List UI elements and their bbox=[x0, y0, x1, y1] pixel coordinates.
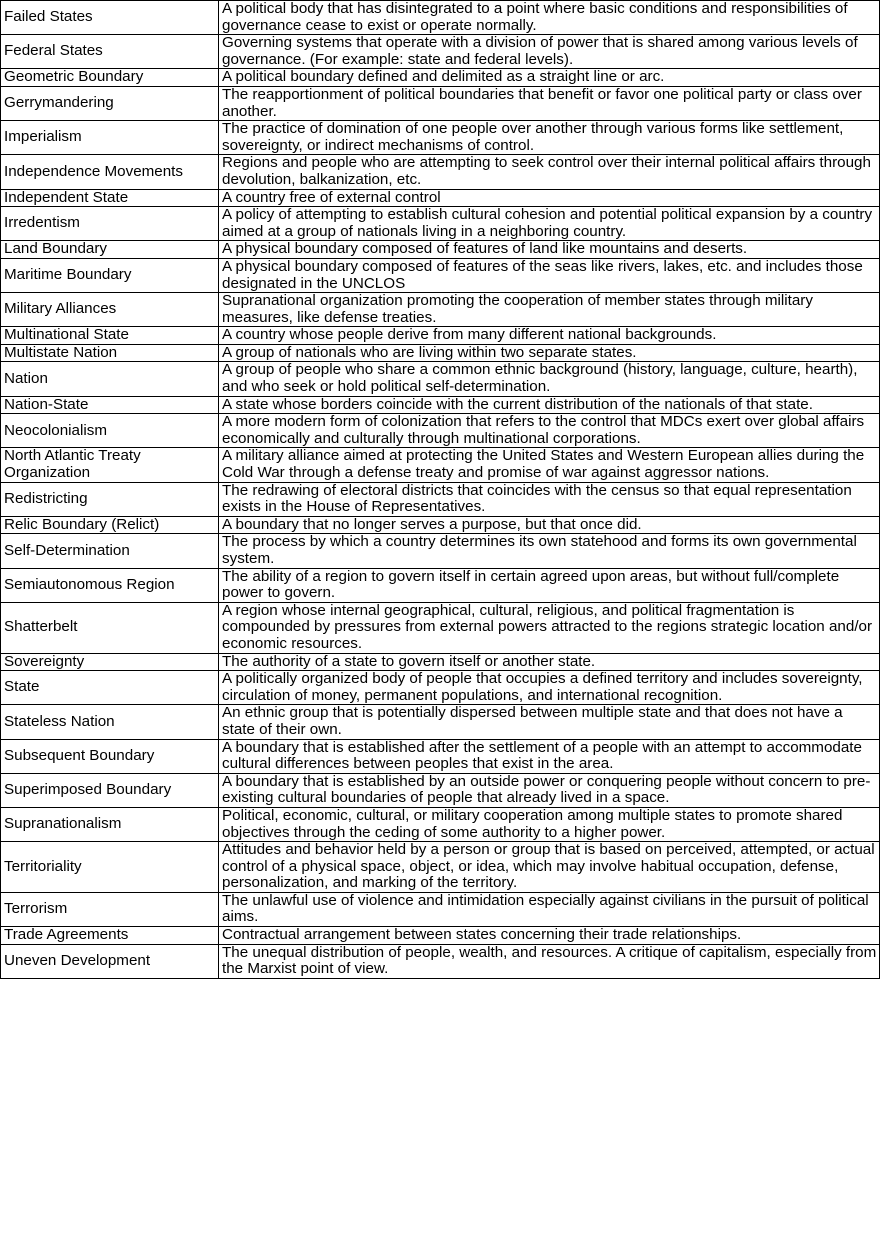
table-row bbox=[1, 327, 880, 345]
term-cell: Nation-State bbox=[1, 396, 219, 414]
definition-cell: A political body that has disintegrated to a point where basic conditions and responsibilities of governance cease to exist or operate normally. bbox=[219, 1, 880, 35]
definition-cell: A physical boundary composed of features of land like mountains and deserts. bbox=[219, 241, 880, 259]
definition-cell: The unlawful use of violence and intimidation especially against civilians in the pursuit of political aims. bbox=[219, 892, 880, 926]
definition-cell: Political, economic, cultural, or military cooperation among multiple states to promote shared objectives through the ceding of some authority to a higher power. bbox=[219, 807, 880, 841]
definition-cell: A boundary that no longer serves a purpose, but that once did. bbox=[219, 516, 880, 534]
term-cell: Geometric Boundary bbox=[1, 69, 219, 87]
table-row bbox=[1, 944, 880, 978]
glossary-body bbox=[1, 1, 880, 979]
definition-cell: A military alliance aimed at protecting the United States and Western European allies during the Cold War through a defense treaty and promise of war against aggressor nations. bbox=[219, 448, 880, 482]
term-cell: Redistricting bbox=[1, 482, 219, 516]
term-cell: Sovereignty bbox=[1, 653, 219, 671]
table-row bbox=[1, 35, 880, 69]
term-cell: Uneven Development bbox=[1, 944, 219, 978]
table-row bbox=[1, 807, 880, 841]
table-row bbox=[1, 653, 880, 671]
table-row bbox=[1, 414, 880, 448]
term-cell: Imperialism bbox=[1, 121, 219, 155]
table-row bbox=[1, 705, 880, 739]
table-row bbox=[1, 241, 880, 259]
table-row bbox=[1, 927, 880, 945]
table-row bbox=[1, 155, 880, 189]
table-row bbox=[1, 396, 880, 414]
table-row bbox=[1, 739, 880, 773]
definition-cell: A more modern form of colonization that refers to the control that MDCs exert over global affairs economically and culturally through multinational corporations. bbox=[219, 414, 880, 448]
definition-cell: The authority of a state to govern itself or another state. bbox=[219, 653, 880, 671]
definition-cell: Attitudes and behavior held by a person or group that is based on perceived, attempted, or actual control of a physical space, object, or idea, which may involve habitual occupation, defense, personalization, and marking of the territory. bbox=[219, 842, 880, 893]
term-cell: Shatterbelt bbox=[1, 602, 219, 653]
term-cell: Multinational State bbox=[1, 327, 219, 345]
term-cell: Gerrymandering bbox=[1, 86, 219, 120]
definition-cell: The redrawing of electoral districts that coincides with the census so that equal representation exists in the House of Representatives. bbox=[219, 482, 880, 516]
term-cell: North Atlantic Treaty Organization bbox=[1, 448, 219, 482]
definition-cell: A boundary that is established by an outside power or conquering people without concern to pre-existing cultural boundaries of people that already lived in a space. bbox=[219, 773, 880, 807]
definition-cell: An ethnic group that is potentially dispersed between multiple state and that does not have a state of their own. bbox=[219, 705, 880, 739]
term-cell: Subsequent Boundary bbox=[1, 739, 219, 773]
table-row bbox=[1, 207, 880, 241]
term-cell: Self-Determination bbox=[1, 534, 219, 568]
term-cell: Trade Agreements bbox=[1, 927, 219, 945]
definition-cell: A country whose people derive from many different national backgrounds. bbox=[219, 327, 880, 345]
table-row bbox=[1, 1, 880, 35]
term-cell: Land Boundary bbox=[1, 241, 219, 259]
definition-cell: A region whose internal geographical, cultural, religious, and political fragmentation is compounded by pressures from external powers attracted to the regions strategic location and/or economic resources. bbox=[219, 602, 880, 653]
definition-cell: The reapportionment of political boundaries that benefit or favor one political party or class over another. bbox=[219, 86, 880, 120]
term-cell: Superimposed Boundary bbox=[1, 773, 219, 807]
table-row bbox=[1, 362, 880, 396]
table-row bbox=[1, 69, 880, 87]
definition-cell: A state whose borders coincide with the current distribution of the nationals of that state. bbox=[219, 396, 880, 414]
definition-cell: A policy of attempting to establish cultural cohesion and potential political expansion by a country aimed at a group of nationals living in a neighboring country. bbox=[219, 207, 880, 241]
table-row bbox=[1, 773, 880, 807]
definition-cell: A politically organized body of people that occupies a defined territory and includes sovereignty, circulation of money, permanent populations, and international recognition. bbox=[219, 671, 880, 705]
table-row bbox=[1, 602, 880, 653]
term-cell: Independent State bbox=[1, 189, 219, 207]
definition-cell: The ability of a region to govern itself in certain agreed upon areas, but without full/complete power to govern. bbox=[219, 568, 880, 602]
definition-cell: A group of nationals who are living within two separate states. bbox=[219, 344, 880, 362]
definition-cell: A political boundary defined and delimited as a straight line or arc. bbox=[219, 69, 880, 87]
definition-cell: A physical boundary composed of features of the seas like rivers, lakes, etc. and includes those designated in the UNCLOS bbox=[219, 258, 880, 292]
term-cell: Nation bbox=[1, 362, 219, 396]
term-cell: Multistate Nation bbox=[1, 344, 219, 362]
term-cell: Maritime Boundary bbox=[1, 258, 219, 292]
definition-cell: Governing systems that operate with a division of power that is shared among various levels of governance. (For example: state and federal levels). bbox=[219, 35, 880, 69]
definition-cell: A group of people who share a common ethnic background (history, language, culture, hearth), and who seek or hold political self-determination. bbox=[219, 362, 880, 396]
term-cell: Relic Boundary (Relict) bbox=[1, 516, 219, 534]
table-row bbox=[1, 842, 880, 893]
definition-cell: A country free of external control bbox=[219, 189, 880, 207]
term-cell: Terrorism bbox=[1, 892, 219, 926]
term-cell: Neocolonialism bbox=[1, 414, 219, 448]
table-row bbox=[1, 516, 880, 534]
term-cell: State bbox=[1, 671, 219, 705]
table-row bbox=[1, 86, 880, 120]
term-cell: Stateless Nation bbox=[1, 705, 219, 739]
table-row bbox=[1, 892, 880, 926]
table-row bbox=[1, 189, 880, 207]
term-cell: Independence Movements bbox=[1, 155, 219, 189]
definition-cell: The process by which a country determines its own statehood and forms its own governmental system. bbox=[219, 534, 880, 568]
table-row bbox=[1, 671, 880, 705]
definition-cell: Regions and people who are attempting to seek control over their internal political affairs through devolution, balkanization, etc. bbox=[219, 155, 880, 189]
definition-cell: The practice of domination of one people over another through various forms like settlement, sovereignty, or indirect mechanisms of control. bbox=[219, 121, 880, 155]
term-cell: Failed States bbox=[1, 1, 219, 35]
term-cell: Semiautonomous Region bbox=[1, 568, 219, 602]
definition-cell: Contractual arrangement between states concerning their trade relationships. bbox=[219, 927, 880, 945]
term-cell: Military Alliances bbox=[1, 293, 219, 327]
definition-cell: The unequal distribution of people, wealth, and resources. A critique of capitalism, especially from the Marxist point of view. bbox=[219, 944, 880, 978]
table-row bbox=[1, 568, 880, 602]
term-cell: Territoriality bbox=[1, 842, 219, 893]
table-row bbox=[1, 121, 880, 155]
term-cell: Federal States bbox=[1, 35, 219, 69]
term-cell: Supranationalism bbox=[1, 807, 219, 841]
table-row bbox=[1, 293, 880, 327]
table-row bbox=[1, 482, 880, 516]
table-row bbox=[1, 258, 880, 292]
table-row bbox=[1, 344, 880, 362]
table-row bbox=[1, 534, 880, 568]
table-row bbox=[1, 448, 880, 482]
term-cell: Irredentism bbox=[1, 207, 219, 241]
definition-cell: Supranational organization promoting the cooperation of member states through military measures, like defense treaties. bbox=[219, 293, 880, 327]
definition-cell: A boundary that is established after the settlement of a people with an attempt to accommodate cultural differences between peoples that exist in the area. bbox=[219, 739, 880, 773]
